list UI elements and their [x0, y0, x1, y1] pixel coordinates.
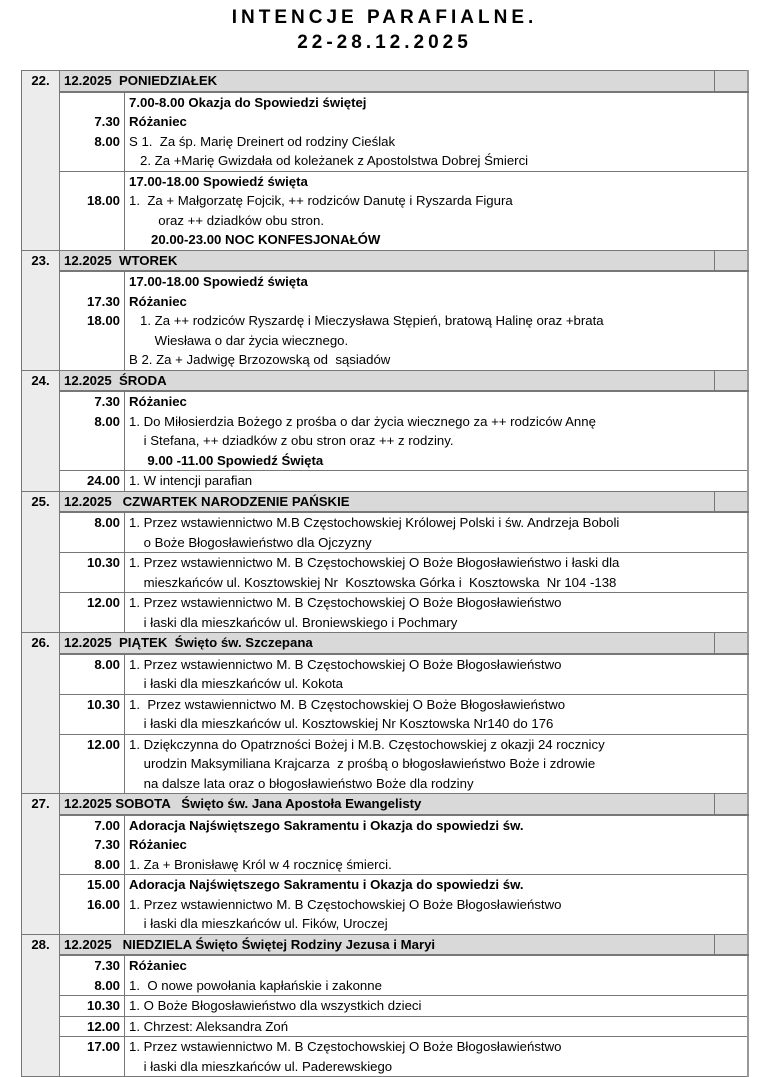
service-note: Różaniec — [129, 837, 187, 852]
day-heading: 12.2025 NIEDZIELA Święto Świętej Rodziny Jezusa i Maryi — [60, 934, 715, 955]
day-number: 22. — [22, 71, 60, 251]
day-header-row — [22, 633, 749, 654]
mass-time: 10.30 — [86, 696, 120, 712]
mass-time: 7.30 — [94, 394, 120, 409]
mass-time — [64, 774, 120, 794]
day-heading-blank-cell — [715, 491, 749, 512]
intention-line: i łaski dla mieszkańców ul. Broniewskiego i Pochmary — [129, 614, 458, 630]
mass-time — [64, 674, 120, 694]
intentions-text — [125, 654, 749, 695]
intention-line: 1. Przez wstawiennictwo M.B Częstochowskiej Królowej Polski i św. Andrzeja Boboli — [129, 515, 620, 530]
date-range: 22-28.12.2025 — [297, 32, 472, 53]
mass-time: 7.30 — [94, 837, 120, 852]
mass-block-row — [22, 1037, 749, 1077]
intentions-text — [125, 1037, 749, 1077]
mass-time — [64, 714, 120, 734]
intentions-text — [125, 553, 749, 593]
intentions-text — [125, 815, 749, 875]
service-note: Różaniec — [129, 958, 187, 973]
day-header-row — [22, 934, 749, 955]
schedule-table — [21, 70, 749, 1077]
mass-block-row — [22, 996, 749, 1017]
mass-time — [64, 172, 120, 192]
mass-block-row — [22, 471, 749, 492]
intentions-text — [125, 1016, 749, 1037]
day-heading-blank-cell — [715, 71, 749, 92]
mass-times — [60, 1016, 125, 1037]
intention-line: i łaski dla mieszkańców ul. Paderewskiego — [129, 1058, 393, 1074]
service-note: Adoracja Najświętszego Sakramentu i Okazja do spowiedzi św. — [129, 877, 524, 892]
mass-time — [64, 533, 120, 553]
mass-time — [64, 350, 120, 370]
intentions-text — [125, 391, 749, 471]
mass-time: 18.00 — [86, 193, 120, 208]
day-heading: 12.2025 CZWARTEK NARODZENIE PAŃSKIE — [60, 491, 715, 512]
intentions-text — [125, 996, 749, 1017]
day-header-row — [22, 370, 749, 391]
mass-time — [64, 573, 120, 593]
intention-line: 1. Chrzest: Aleksandra Zoń — [129, 1018, 289, 1034]
intention-line: i Stefana, ++ dziadków z obu stron oraz ++ z rodziny. — [129, 433, 454, 448]
mass-block-row — [22, 512, 749, 553]
mass-time: 12.00 — [86, 1018, 120, 1034]
mass-block-row — [22, 593, 749, 633]
mass-time: 8.00 — [94, 413, 120, 429]
day-header-row — [22, 250, 749, 271]
intentions-text — [125, 694, 749, 734]
service-note: 17.00-18.00 Spowiedź święta — [129, 274, 308, 289]
intention-line: oraz ++ dziadków obu stron. — [129, 212, 324, 228]
day-heading: 12.2025 PIĄTEK Święto św. Szczepana — [60, 633, 715, 654]
service-note: Różaniec — [129, 293, 187, 309]
mass-time: 8.00 — [94, 133, 120, 149]
mass-time: 8.00 — [94, 977, 120, 993]
day-number: 25. — [22, 491, 60, 633]
mass-time: 24.00 — [86, 473, 120, 488]
mass-block-row — [22, 955, 749, 996]
mass-block-row — [22, 391, 749, 471]
intention-line: 1. Przez wstawiennictwo M. B Częstochowskiej O Boże Błogosławieństwo — [129, 696, 566, 712]
mass-time: 10.30 — [86, 555, 120, 570]
mass-time: 10.30 — [86, 998, 120, 1013]
intention-line: 1. Za + Bronisławę Król w 4 rocznicę śmierci. — [129, 856, 392, 872]
day-header-row — [22, 71, 749, 92]
intentions-text — [125, 734, 749, 794]
mass-block-row — [22, 694, 749, 734]
intention-line: Wiesława o dar życia wiecznego. — [129, 332, 349, 348]
intention-line: 1. Przez wstawiennictwo M. B Częstochowskiej O Boże Błogosławieństwo — [129, 1039, 562, 1054]
mass-times — [60, 92, 125, 172]
mass-time — [64, 1057, 120, 1077]
mass-time: 17.00 — [86, 1039, 120, 1054]
intention-line: 1. Za ++ rodziców Ryszardę i Mieczysława Stępień, bratową Halinę oraz +brata — [129, 313, 604, 328]
mass-time: 12.00 — [86, 595, 120, 610]
intention-line: o Boże Błogosławieństwo dla Ojczyzny — [129, 534, 372, 550]
service-note: 9.00 -11.00 Spowiedź Święta — [129, 452, 324, 468]
mass-time — [64, 613, 120, 633]
day-number: 24. — [22, 370, 60, 491]
service-note: Adoracja Najświętszego Sakramentu i Okazja do spowiedzi św. — [129, 817, 524, 833]
mass-times — [60, 391, 125, 471]
intention-line: i łaski dla mieszkańców ul. Fików, Uroczej — [129, 916, 388, 931]
intention-line: 1. Dziękczynna do Opatrzności Bożej i M.B. Częstochowskiej z okazji 24 rocznicy — [129, 736, 605, 752]
intentions-text — [125, 875, 749, 935]
mass-block-row — [22, 734, 749, 794]
mass-times — [60, 654, 125, 695]
page-title: INTENCJE PARAFIALNE. — [231, 7, 538, 28]
intention-line: i łaski dla mieszkańców ul. Kosztowskiej Nr Kosztowska Nr140 do 176 — [129, 716, 554, 731]
day-number: 27. — [22, 794, 60, 935]
day-number: 28. — [22, 934, 60, 1077]
intention-line: 1. Przez wstawiennictwo M. B Częstochowskiej O Boże Błogosławieństwo — [129, 656, 562, 672]
mass-time: 17.30 — [86, 293, 120, 309]
day-heading: 12.2025 PONIEDZIAŁEK — [60, 71, 715, 92]
day-heading: 12.2025 SOBOTA Święto św. Jana Apostoła Ewangelisty — [60, 794, 715, 815]
mass-times — [60, 171, 125, 250]
intention-line: 1. O nowe powołania kapłańskie i zakonne — [129, 977, 382, 993]
mass-block-row — [22, 875, 749, 935]
mass-block-row — [22, 1016, 749, 1037]
mass-time: 8.00 — [94, 515, 120, 530]
intention-line: 1. Do Miłosierdzia Bożego z prośba o dar życia wiecznego za ++ rodziców Annę — [129, 413, 596, 429]
mass-time: 7.30 — [94, 114, 120, 129]
mass-times — [60, 553, 125, 593]
mass-time: 18.00 — [86, 313, 120, 328]
mass-times — [60, 734, 125, 794]
mass-time — [64, 451, 120, 471]
day-heading: 12.2025 ŚRODA — [60, 370, 715, 391]
mass-time — [64, 93, 120, 113]
intention-line: na dalsze lata oraz o błogosławieństwo Boże dla rodziny — [129, 775, 474, 791]
day-header-row — [22, 491, 749, 512]
intentions-text — [125, 271, 749, 370]
day-heading-blank-cell — [715, 794, 749, 815]
intention-line: 1. Przez wstawiennictwo M. B Częstochowskiej O Boże Błogosławieństwo — [129, 595, 562, 610]
day-heading-blank-cell — [715, 250, 749, 271]
intention-line: 1. Za + Małgorzatę Fojcik, ++ rodziców Danutę i Ryszarda Figura — [129, 193, 513, 208]
service-note: Różaniec — [129, 114, 187, 129]
mass-time: 8.00 — [94, 656, 120, 672]
mass-block-row — [22, 171, 749, 250]
mass-time — [64, 331, 120, 351]
intention-line: mieszkańców ul. Kosztowskiej Nr Kosztowska Górka i Kosztowska Nr 104 -138 — [129, 574, 617, 590]
day-heading-blank-cell — [715, 934, 749, 955]
mass-block-row — [22, 553, 749, 593]
intentions-text — [125, 512, 749, 553]
mass-time: 8.00 — [94, 856, 120, 872]
mass-time — [64, 754, 120, 774]
day-heading: 12.2025 WTOREK — [60, 250, 715, 271]
mass-time — [64, 272, 120, 292]
mass-times — [60, 1037, 125, 1077]
intentions-text — [125, 171, 749, 250]
service-note: 7.00-8.00 Okazja do Spowiedzi świętej — [129, 94, 367, 110]
mass-block-row — [22, 815, 749, 875]
mass-time — [64, 230, 120, 250]
mass-time: 7.30 — [94, 958, 120, 973]
intention-line: 1. Przez wstawiennictwo M. B Częstochowskiej O Boże Błogosławieństwo i łaski dla — [129, 555, 620, 570]
intentions-text — [125, 471, 749, 492]
day-header-row — [22, 794, 749, 815]
mass-time — [64, 151, 120, 171]
mass-times — [60, 471, 125, 492]
intentions-text — [125, 955, 749, 996]
mass-times — [60, 593, 125, 633]
mass-block-row — [22, 92, 749, 172]
day-heading-blank-cell — [715, 370, 749, 391]
service-note: Różaniec — [129, 394, 187, 409]
intentions-text — [125, 593, 749, 633]
mass-block-row — [22, 654, 749, 695]
day-heading-blank-cell — [715, 633, 749, 654]
intention-line: 1. O Boże Błogosławieństwo dla wszystkich dzieci — [129, 998, 422, 1013]
intention-line: urodzin Maksymiliana Krajcarza z prośbą o błogosławieństwo Boże i zdrowie — [129, 756, 596, 771]
intention-line: 1. Przez wstawiennictwo M. B Częstochowskiej O Boże Błogosławieństwo — [129, 896, 562, 912]
mass-times — [60, 875, 125, 935]
intentions-text — [125, 92, 749, 172]
mass-times — [60, 271, 125, 370]
mass-times — [60, 815, 125, 875]
mass-times — [60, 996, 125, 1017]
intention-line: 2. Za +Marię Gwizdała od koleżanek z Apostolstwa Dobrej Śmierci — [129, 153, 529, 168]
day-number: 26. — [22, 633, 60, 794]
mass-time: 16.00 — [86, 896, 120, 912]
service-note: 20.00-23.00 NOC KONFESJONAŁÓW — [129, 232, 381, 247]
mass-times — [60, 955, 125, 996]
mass-time: 12.00 — [86, 736, 120, 752]
intention-line: S 1. Za śp. Marię Dreinert od rodziny Cieślak — [129, 133, 396, 149]
mass-time — [64, 431, 120, 451]
mass-times — [60, 512, 125, 553]
day-number: 23. — [22, 250, 60, 370]
intention-line: i łaski dla mieszkańców ul. Kokota — [129, 676, 344, 691]
intention-line: B 2. Za + Jadwigę Brzozowską od sąsiadów — [129, 352, 391, 367]
intention-line: 1. W intencji parafian — [129, 473, 253, 488]
mass-time — [64, 914, 120, 934]
mass-time — [64, 211, 120, 231]
service-note: 17.00-18.00 Spowiedź święta — [129, 173, 308, 189]
mass-block-row — [22, 271, 749, 370]
mass-time: 7.00 — [94, 817, 120, 833]
mass-time: 15.00 — [86, 877, 120, 892]
mass-times — [60, 694, 125, 734]
